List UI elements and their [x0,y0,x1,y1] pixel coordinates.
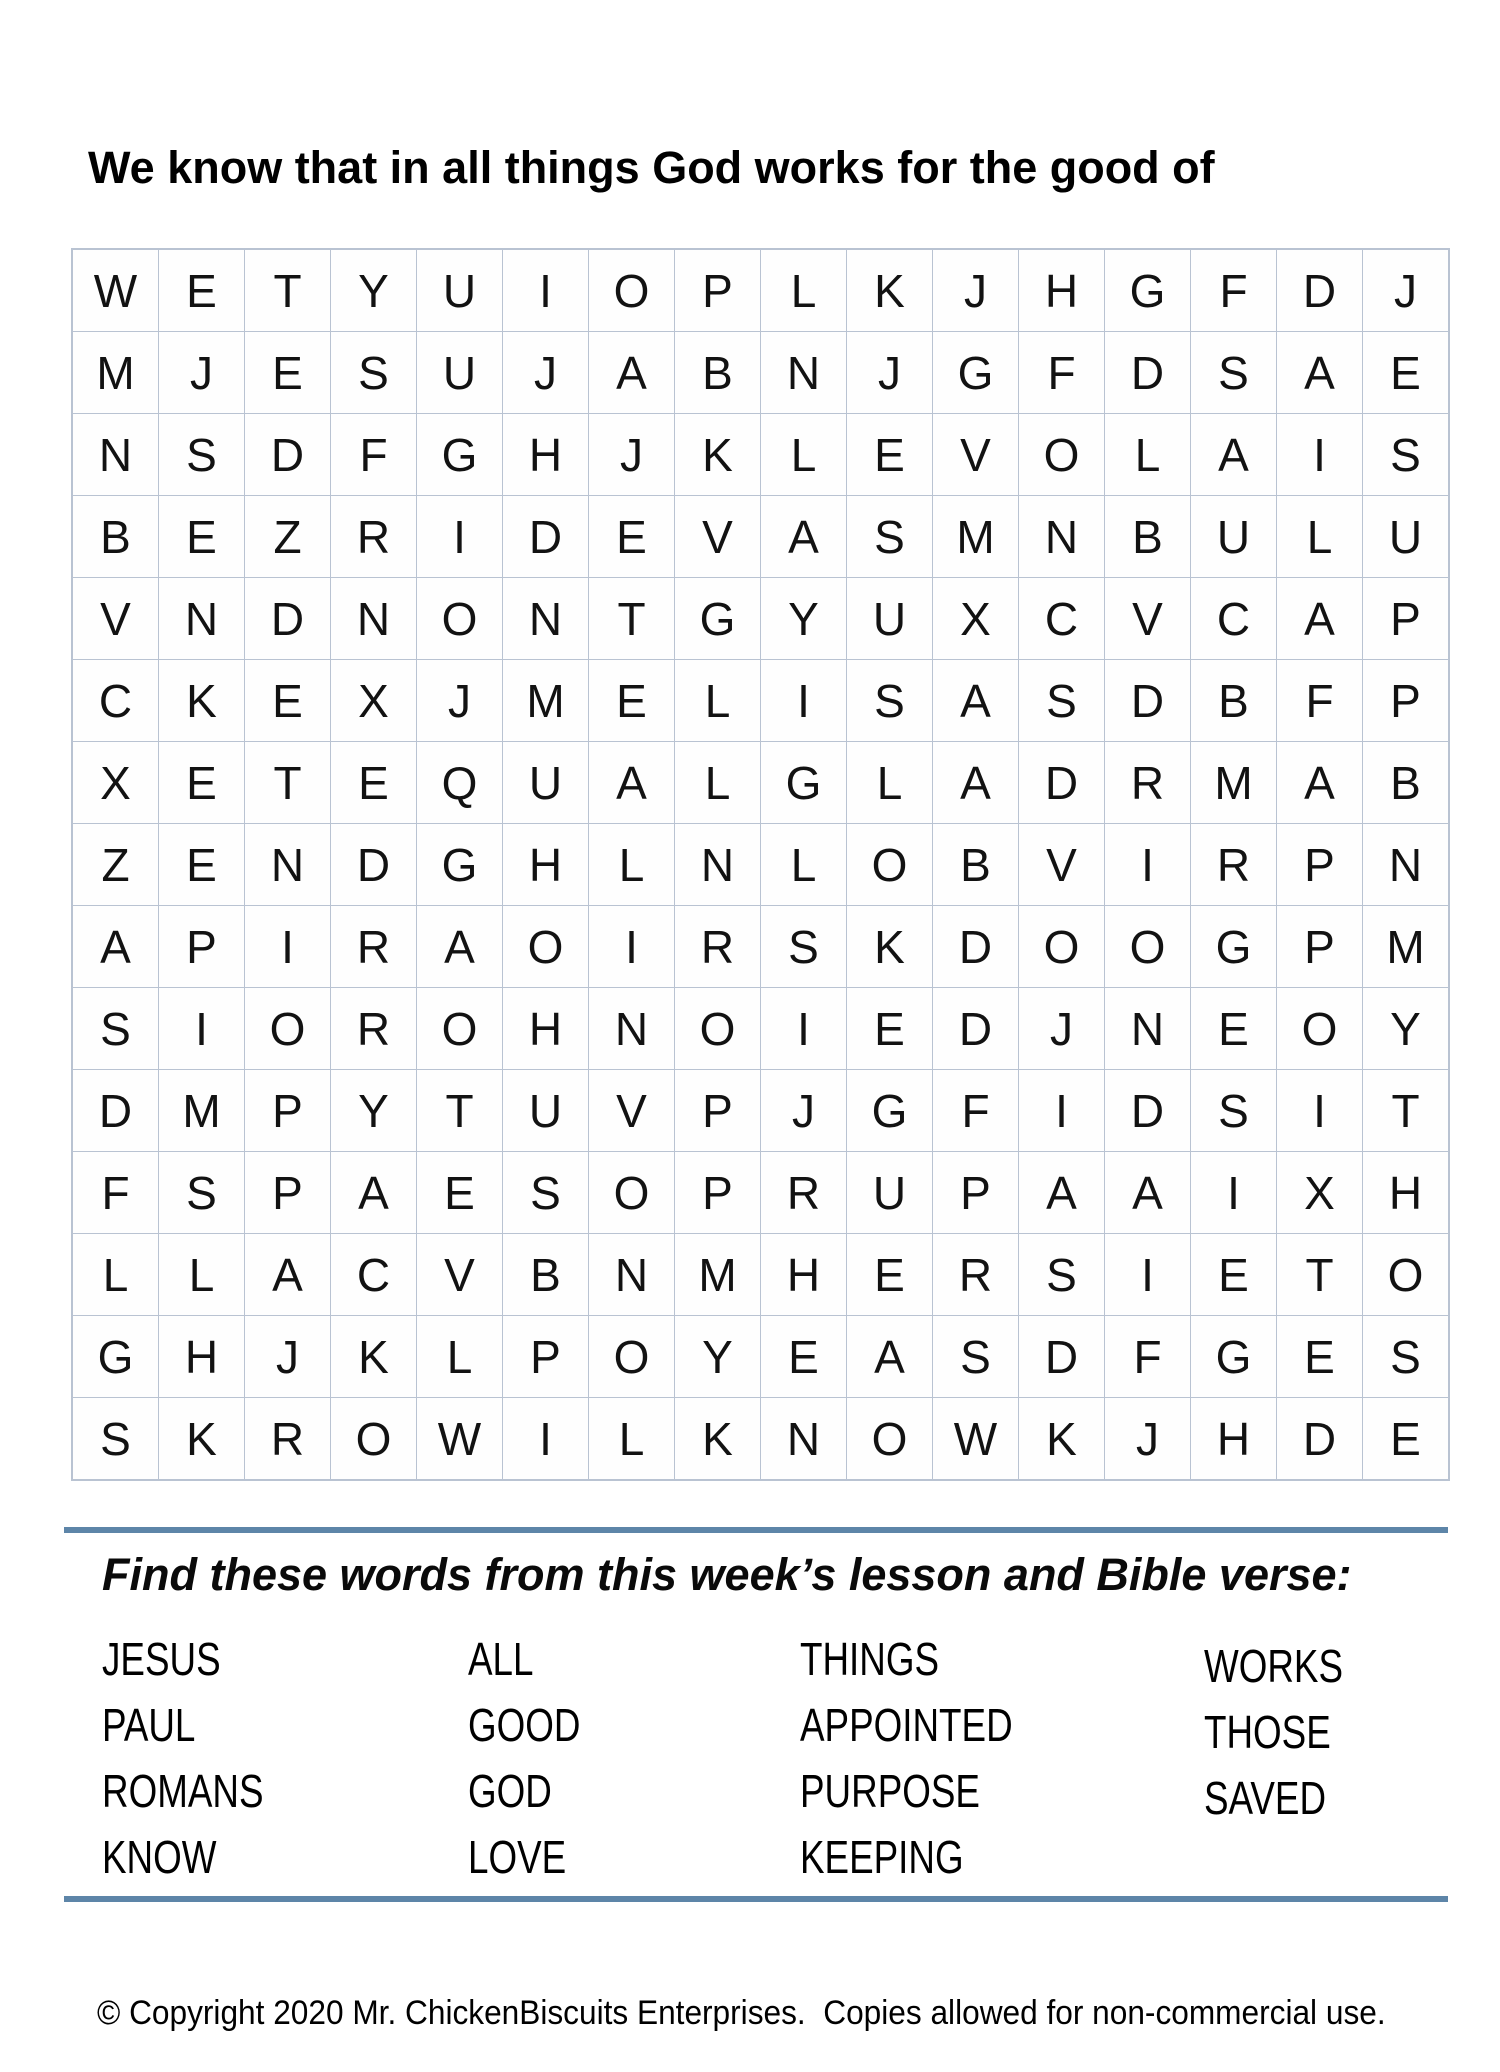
word-label: PAUL [102,1699,196,1751]
word-label: KEEPING [800,1831,964,1883]
grid-cell: U [847,1152,932,1233]
grid-cell: N [159,578,244,659]
grid-cell: J [847,332,932,413]
copyright-text [97,1916,1500,2072]
grid-cell: B [675,332,760,413]
grid-cell: T [589,578,674,659]
grid-cell: P [245,1152,330,1233]
grid-cell: J [933,250,1018,331]
grid-cell: N [761,1398,846,1479]
grid-cell: D [503,496,588,577]
grid-cell: D [1277,1398,1362,1479]
grid-cell: A [417,906,502,987]
grid-cell: R [1105,742,1190,823]
grid-cell: D [245,578,330,659]
grid-cell: S [1191,1070,1276,1151]
word-list-heading: Find these words from this week’s lesson and Bible verse: [102,1549,1352,1600]
grid-cell: D [73,1070,158,1151]
grid-cell: X [1277,1152,1362,1233]
word-list-item [102,1824,468,1890]
grid-cell: S [1019,660,1104,741]
grid-cell: I [159,988,244,1069]
word-list-item [1204,1765,1402,1831]
grid-cell: I [1191,1152,1276,1233]
grid-cell: H [503,988,588,1069]
grid-cell: K [331,1316,416,1397]
grid-cell: D [933,988,1018,1069]
grid-cell: V [933,414,1018,495]
grid-cell: H [1191,1398,1276,1479]
grid-cell: O [1105,906,1190,987]
grid-cell: R [331,906,416,987]
grid-cell: Y [675,1316,760,1397]
grid-cell: E [159,250,244,331]
word-list-item [468,1824,800,1890]
grid-cell: S [1363,1316,1448,1397]
grid-cell: J [589,414,674,495]
copyright-label: © Copyright 2020 Mr. ChickenBiscuits Enterprises. Copies allowed for non-commercial use. [97,1994,1386,2032]
grid-cell: I [1105,1234,1190,1315]
grid-cell: B [933,824,1018,905]
grid-cell: T [1277,1234,1362,1315]
grid-cell: J [1019,988,1104,1069]
grid-cell: E [1363,332,1448,413]
grid-cell: V [675,496,760,577]
grid-cell: U [847,578,932,659]
grid-cell: D [933,906,1018,987]
word-label: GOD [468,1765,552,1817]
grid-cell: O [245,988,330,1069]
grid-cell: G [847,1070,932,1151]
grid-cell: S [847,496,932,577]
grid-cell: T [417,1070,502,1151]
grid-cell: J [1363,250,1448,331]
grid-cell: K [159,1398,244,1479]
grid-cell: K [847,906,932,987]
word-list-item [468,1626,800,1692]
grid-cell: U [503,1070,588,1151]
word-label: APPOINTED [800,1699,1013,1751]
word-list-item [1204,1699,1402,1765]
grid-cell: B [1105,496,1190,577]
grid-cell: S [1191,332,1276,413]
grid-cell: J [417,660,502,741]
grid-cell: N [675,824,760,905]
grid-cell: V [417,1234,502,1315]
grid-cell: P [245,1070,330,1151]
grid-cell: T [245,742,330,823]
grid-cell: J [1105,1398,1190,1479]
grid-cell: P [1277,906,1362,987]
grid-cell: D [1105,660,1190,741]
grid-cell: X [933,578,1018,659]
grid-cell: F [1019,332,1104,413]
grid-cell: S [1019,1234,1104,1315]
word-list-column [1204,1626,1402,1890]
grid-cell: S [847,660,932,741]
grid-cell: K [675,1398,760,1479]
grid-cell: N [1105,988,1190,1069]
word-list-item [102,1758,468,1824]
grid-cell: J [761,1070,846,1151]
grid-cell: I [503,1398,588,1479]
word-list-item [102,1626,468,1692]
grid-cell: A [761,496,846,577]
grid-cell: I [245,906,330,987]
grid-cell: M [73,332,158,413]
grid-cell: A [245,1234,330,1315]
grid-cell: S [73,988,158,1069]
grid-cell: S [331,332,416,413]
grid-cell: I [503,250,588,331]
grid-cell: E [1191,988,1276,1069]
divider-line-top [64,1527,1448,1533]
grid-cell: E [159,496,244,577]
word-list-columns [102,1626,1402,1890]
grid-cell: H [761,1234,846,1315]
grid-cell: S [73,1398,158,1479]
grid-cell: G [417,414,502,495]
grid-cell: M [1191,742,1276,823]
grid-cell: A [1277,578,1362,659]
grid-cell: A [1191,414,1276,495]
grid-cell: E [1363,1398,1448,1479]
grid-cell: D [1019,1316,1104,1397]
word-label: ROMANS [102,1765,264,1817]
grid-cell: M [675,1234,760,1315]
grid-cell: P [675,1070,760,1151]
grid-cell: L [1277,496,1362,577]
grid-cell: O [589,250,674,331]
word-label: LOVE [468,1831,567,1883]
grid-cell: R [331,988,416,1069]
grid-cell: I [589,906,674,987]
grid-cell: P [159,906,244,987]
grid-cell: G [933,332,1018,413]
grid-cell: L [675,742,760,823]
grid-cell: S [159,1152,244,1233]
grid-cell: E [847,414,932,495]
word-list-item [800,1626,1204,1692]
word-search-grid [71,248,1450,1481]
grid-cell: U [503,742,588,823]
grid-cell: R [761,1152,846,1233]
grid-cell: J [245,1316,330,1397]
word-list-item [800,1692,1204,1758]
grid-cell: R [933,1234,1018,1315]
word-label: WORKS [1204,1640,1344,1692]
grid-cell: A [331,1152,416,1233]
grid-cell: B [1363,742,1448,823]
grid-cell: K [847,250,932,331]
grid-cell: I [1105,824,1190,905]
grid-cell: C [1019,578,1104,659]
grid-cell: V [1019,824,1104,905]
grid-cell: D [1105,1070,1190,1151]
grid-cell: O [1019,414,1104,495]
grid-cell: S [761,906,846,987]
grid-cell: D [245,414,330,495]
grid-cell: P [1363,660,1448,741]
grid-cell: J [159,332,244,413]
grid-cell: A [1105,1152,1190,1233]
grid-cell: F [1277,660,1362,741]
grid-cell: R [331,496,416,577]
grid-cell: O [675,988,760,1069]
grid-cell: V [589,1070,674,1151]
grid-cell: P [503,1316,588,1397]
grid-cell: Y [331,250,416,331]
word-label: THOSE [1204,1706,1331,1758]
grid-cell: H [1019,250,1104,331]
grid-cell: V [73,578,158,659]
grid-cell: Y [761,578,846,659]
grid-cell: R [1191,824,1276,905]
grid-cell: H [503,824,588,905]
grid-cell: H [503,414,588,495]
grid-cell: H [159,1316,244,1397]
grid-cell: N [761,332,846,413]
grid-cell: L [761,250,846,331]
grid-cell: O [331,1398,416,1479]
grid-cell: P [1277,824,1362,905]
grid-cell: P [675,250,760,331]
grid-cell: B [503,1234,588,1315]
grid-cell: R [675,906,760,987]
word-list-item [468,1758,800,1824]
word-list-item [800,1758,1204,1824]
grid-cell: E [245,332,330,413]
grid-cell: F [1105,1316,1190,1397]
grid-cell: A [1277,332,1362,413]
grid-cell: C [331,1234,416,1315]
grid-cell: G [675,578,760,659]
grid-cell: N [1019,496,1104,577]
grid-cell: G [1105,250,1190,331]
grid-cell: A [1277,742,1362,823]
grid-cell: W [417,1398,502,1479]
grid-cell: S [933,1316,1018,1397]
grid-cell: E [847,988,932,1069]
grid-cell: G [761,742,846,823]
grid-cell: D [331,824,416,905]
grid-cell: M [1363,906,1448,987]
grid-cell: P [933,1152,1018,1233]
grid-cell: E [589,496,674,577]
grid-cell: G [417,824,502,905]
grid-cell: G [73,1316,158,1397]
grid-cell: N [1363,824,1448,905]
word-list-item [468,1692,800,1758]
grid-cell: N [245,824,330,905]
grid-cell: L [589,1398,674,1479]
grid-cell: F [1191,250,1276,331]
grid-cell: L [589,824,674,905]
grid-cell: B [1191,660,1276,741]
grid-cell: N [503,578,588,659]
grid-cell: O [503,906,588,987]
grid-cell: L [73,1234,158,1315]
grid-cell: X [331,660,416,741]
grid-cell: U [417,250,502,331]
grid-cell: Y [1363,988,1448,1069]
grid-cell: G [1191,1316,1276,1397]
grid-cell: Y [331,1070,416,1151]
word-list-column [468,1626,800,1890]
grid-cell: I [761,660,846,741]
grid-cell: N [589,988,674,1069]
grid-cell: O [589,1316,674,1397]
grid-cell: O [1019,906,1104,987]
word-label: THINGS [800,1633,940,1685]
grid-cell: O [417,988,502,1069]
grid-cell: E [589,660,674,741]
grid-cell: E [847,1234,932,1315]
grid-cell: S [1363,414,1448,495]
divider-line-bottom [64,1896,1448,1902]
grid-cell: E [417,1152,502,1233]
word-label: PURPOSE [800,1765,980,1817]
grid-cell: C [1191,578,1276,659]
grid-cell: E [1277,1316,1362,1397]
grid-cell: U [417,332,502,413]
grid-cell: J [503,332,588,413]
grid-cell: V [1105,578,1190,659]
word-label: SAVED [1204,1772,1327,1824]
grid-cell: D [1019,742,1104,823]
word-list-item [800,1824,1204,1890]
verse-line-1: We know that in all things God works for the good of [88,142,1215,193]
grid-cell: K [159,660,244,741]
grid-cell: I [417,496,502,577]
grid-cell: E [1191,1234,1276,1315]
grid-cell: F [933,1070,1018,1151]
grid-cell: L [761,414,846,495]
grid-cell: Z [73,824,158,905]
grid-cell: A [73,906,158,987]
grid-cell: A [589,332,674,413]
grid-cell: I [1277,414,1362,495]
grid-cell: E [245,660,330,741]
grid-cell: P [675,1152,760,1233]
grid-cell: T [245,250,330,331]
grid-cell: I [1019,1070,1104,1151]
grid-cell: K [675,414,760,495]
grid-cell: E [331,742,416,823]
grid-cell: L [159,1234,244,1315]
grid-cell: D [1277,250,1362,331]
grid-cell: K [1019,1398,1104,1479]
grid-cell: N [331,578,416,659]
grid-cell: O [847,824,932,905]
grid-cell: L [761,824,846,905]
grid-cell: A [933,660,1018,741]
grid-cell: F [73,1152,158,1233]
grid-cell: P [1363,578,1448,659]
grid-cell: X [73,742,158,823]
grid-cell: S [159,414,244,495]
grid-cell: U [1191,496,1276,577]
grid-cell: U [1363,496,1448,577]
grid-cell: F [331,414,416,495]
grid-cell: O [417,578,502,659]
grid-cell: Q [417,742,502,823]
grid-cell: M [159,1070,244,1151]
grid-cell: Z [245,496,330,577]
word-label: ALL [468,1633,534,1685]
grid-cell: C [73,660,158,741]
word-list-column [800,1626,1204,1890]
grid-cell: M [933,496,1018,577]
grid-cell: O [1363,1234,1448,1315]
grid-cell: O [847,1398,932,1479]
word-label: JESUS [102,1633,221,1685]
grid-cell: E [159,742,244,823]
grid-cell: A [1019,1152,1104,1233]
word-list-item [102,1692,468,1758]
grid-cell: L [847,742,932,823]
grid-cell: L [417,1316,502,1397]
word-label: KNOW [102,1831,217,1883]
grid-cell: T [1363,1070,1448,1151]
word-label: GOOD [468,1699,581,1751]
word-list-column [102,1626,468,1890]
grid-cell: A [933,742,1018,823]
grid-cell: A [847,1316,932,1397]
grid-cell: A [589,742,674,823]
grid-cell: L [1105,414,1190,495]
grid-cell: I [761,988,846,1069]
grid-cell: L [675,660,760,741]
word-list-item [1204,1633,1402,1699]
grid-cell: R [245,1398,330,1479]
grid-cell: S [503,1152,588,1233]
grid-cell: N [589,1234,674,1315]
grid-cell: G [1191,906,1276,987]
grid-cell: M [503,660,588,741]
grid-cell: W [933,1398,1018,1479]
grid-cell: O [1277,988,1362,1069]
grid-cell: E [761,1316,846,1397]
grid-cell: O [589,1152,674,1233]
grid-cell: D [1105,332,1190,413]
grid-cell: E [159,824,244,905]
grid-cell: I [1277,1070,1362,1151]
grid-cell: B [73,496,158,577]
grid-cell: W [73,250,158,331]
grid-cell: H [1363,1152,1448,1233]
grid-cell: N [73,414,158,495]
